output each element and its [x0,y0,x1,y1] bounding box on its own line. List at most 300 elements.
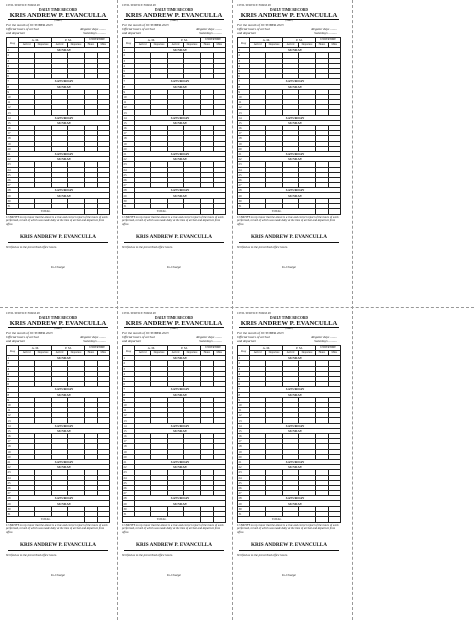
day-number: 20 [7,454,19,459]
weekend-mark: SATURDAY [19,79,110,84]
day-number: 29 [123,501,135,506]
day-number: 13 [7,110,19,115]
col-am: A. M. [19,345,52,350]
hours-label: Official hours of arrival [122,335,155,339]
form-number: CIVIL SERVICE FORM 48 [6,4,40,7]
weekend-mark: SATURDAY [135,79,226,84]
day-number: 9 [7,397,19,402]
day-number: 13 [123,418,135,423]
total-hours-cell[interactable] [85,517,97,523]
col-day: Day [7,37,19,47]
total-mins-cell[interactable] [213,209,225,215]
vertical-cut-line [232,0,233,620]
regular-days-label: Regular days ........ [196,335,222,339]
weekend-mark: SATURDAY [19,423,110,428]
col-day: Day [238,37,250,47]
day-number: 14 [123,423,135,428]
col-pm-departure: Departure [298,43,316,48]
col-am-arrival: Arrival [135,351,150,356]
form-title: DAILY TIME RECORD [269,316,308,321]
day-number: 20 [238,146,250,151]
col-mins: Mins [97,351,109,356]
col-am-departure: Departure [150,43,168,48]
day-number: 1 [7,48,19,53]
total-mins-cell[interactable] [213,517,225,523]
day-number: 10 [7,402,19,407]
month-line: For the month of OCTOBER 2023 [6,23,53,28]
day-number: 20 [7,146,19,151]
day-number: 5 [7,68,19,73]
day-rows [238,356,341,517]
day-number: 21 [238,459,250,464]
day-number: 29 [123,193,135,198]
weekend-mark: SATURDAY [250,115,341,120]
day-number: 9 [123,397,135,402]
total-mins-cell[interactable] [328,209,340,215]
day-number: 19 [123,449,135,454]
day-number: 28 [123,188,135,193]
weekend-mark: SUNDAY [250,157,341,162]
day-number: 6 [238,74,250,79]
employee-name: KRIS ANDREW P. EVANCULLA [9,12,107,20]
col-hours: Hours [201,351,213,356]
day-number: 31 [123,511,135,516]
weekend-mark: SUNDAY [19,193,110,198]
weekend-mark: SATURDAY [250,79,341,84]
col-am-departure: Departure [265,351,283,356]
day-number: 24 [7,167,19,172]
day-number: 25 [238,480,250,485]
signature-name: KRIS ANDREW P. EVANCULLA [124,543,224,550]
col-undertime: UNDERTIME [201,37,226,42]
regular-days-label: Regular days ........ [80,27,106,31]
form-number: CIVIL SERVICE FORM 48 [237,4,271,7]
weekend-mark: SATURDAY [19,188,110,193]
day-number: 27 [7,491,19,496]
day-number: 30 [238,506,250,511]
day-number: 5 [123,68,135,73]
month-line: For the month of OCTOBER 2023 [237,23,284,28]
col-am: A. M. [135,345,168,350]
col-am-departure: Departure [34,351,52,356]
col-am: A. M. [250,37,283,42]
day-number: 29 [238,501,250,506]
day-number: 8 [123,84,135,89]
time-record-table [237,345,341,523]
departure-label: and departure [122,338,142,343]
day-number: 22 [238,157,250,162]
day-number: 18 [123,136,135,141]
day-number: 4 [7,63,19,68]
day-number: 9 [7,89,19,94]
col-undertime: UNDERTIME [316,345,341,350]
day-number: 23 [238,470,250,475]
day-number: 20 [123,454,135,459]
weekend-mark: SATURDAY [250,151,341,156]
day-number: 15 [123,428,135,433]
col-pm-arrival: Arrival [168,351,183,356]
departure-label: and departure [6,30,26,35]
signature-name: KRIS ANDREW P. EVANCULLA [8,235,108,242]
total-row [238,517,341,523]
day-number: 6 [7,74,19,79]
day-number: 1 [7,356,19,361]
day-number: 19 [238,449,250,454]
day-number: 11 [238,100,250,105]
col-pm: P. M. [52,345,85,350]
col-am-arrival: Arrival [250,43,265,48]
day-number: 8 [238,84,250,89]
day-number: 8 [7,392,19,397]
day-number: 27 [7,183,19,188]
day-number: 17 [123,439,135,444]
total-hours-cell[interactable] [201,209,213,215]
col-pm: P. M. [283,37,316,42]
day-number: 5 [238,376,250,381]
day-number: 12 [123,105,135,110]
certification-text: I CERTIFY on my honor that the above is a true and correct report of the hours of work performed, record of which was made daily at the time of arrival and departure from office. [6,522,108,534]
col-pm-arrival: Arrival [52,43,67,48]
day-number: 21 [123,459,135,464]
weekend-mark: SATURDAY [135,387,226,392]
day-number: 30 [238,198,250,203]
weekend-mark: SUNDAY [19,465,110,470]
day-number: 18 [238,136,250,141]
day-number: 5 [238,68,250,73]
day-number: 11 [7,100,19,105]
weekend-mark: SATURDAY [135,115,226,120]
weekend-mark: SATURDAY [19,387,110,392]
day-number: 29 [7,501,19,506]
form-number: CIVIL SERVICE FORM 48 [6,312,40,315]
month-line: For the month of OCTOBER 2023 [237,331,284,336]
form-number: CIVIL SERVICE FORM 48 [122,312,156,315]
weekend-mark: SATURDAY [135,459,226,464]
regular-days-label: Regular days ........ [311,27,337,31]
col-day: Day [123,345,135,355]
day-number: 26 [238,177,250,182]
hours-row-2 [237,32,341,36]
day-number: 12 [238,413,250,418]
day-number: 28 [7,496,19,501]
name-caption: (Name) [170,327,178,331]
day-number: 12 [123,413,135,418]
col-pm: P. M. [168,37,201,42]
day-number: 24 [123,475,135,480]
day-number: 21 [7,459,19,464]
col-am-departure: Departure [34,43,52,48]
day-number: 19 [123,141,135,146]
total-label: TOTAL [7,517,85,523]
time-record-table [122,37,226,215]
weekend-mark: SUNDAY [250,84,341,89]
day-number: 10 [7,94,19,99]
total-hours-cell[interactable] [85,209,97,215]
weekend-mark: SUNDAY [135,356,226,361]
col-am-arrival: Arrival [19,351,34,356]
day-number: 13 [123,110,135,115]
day-number: 6 [123,382,135,387]
time-record-table [6,345,110,523]
day-number: 27 [238,183,250,188]
day-number: 31 [238,203,250,208]
name-caption: (Name) [54,327,62,331]
day-number: 11 [238,408,250,413]
regular-days-label: Regular days ........ [311,335,337,339]
day-number: 28 [238,496,250,501]
day-number: 14 [7,423,19,428]
col-hours: Hours [85,351,97,356]
name-caption: (Name) [285,327,293,331]
day-number: 9 [123,89,135,94]
day-number: 27 [123,491,135,496]
time-record-table [122,345,226,523]
total-mins-cell[interactable] [97,209,109,215]
weekend-mark: SATURDAY [135,188,226,193]
form-title: DAILY TIME RECORD [154,316,193,321]
weekend-mark: SATURDAY [250,496,341,501]
hours-label: Official hours of arrival [6,27,39,31]
day-number: 14 [7,115,19,120]
col-mins: Mins [213,351,225,356]
col-hours: Hours [316,351,328,356]
hours-row-2 [122,340,226,344]
day-rows [238,48,341,209]
hours-label: Official hours of arrival [237,335,270,339]
weekend-mark: SATURDAY [19,459,110,464]
day-number: 17 [238,439,250,444]
total-hours-cell[interactable] [316,517,328,523]
day-number: 17 [238,131,250,136]
total-row [7,517,110,523]
day-number: 25 [123,172,135,177]
departure-label: and departure [237,338,257,343]
employee-name: KRIS ANDREW P. EVANCULLA [125,12,223,20]
day-number: 18 [7,444,19,449]
day-number: 16 [7,434,19,439]
day-number: 2 [7,361,19,366]
signature-name: KRIS ANDREW P. EVANCULLA [239,543,339,550]
weekend-mark: SUNDAY [135,120,226,125]
weekend-mark: SUNDAY [250,428,341,433]
day-number: 13 [238,418,250,423]
col-mins: Mins [328,43,340,48]
day-number: 10 [238,402,250,407]
day-number: 26 [123,485,135,490]
col-am-arrival: Arrival [135,43,150,48]
day-number: 31 [7,203,19,208]
day-number: 9 [238,397,250,402]
day-number: 29 [7,193,19,198]
weekend-mark: SUNDAY [19,356,110,361]
day-number: 2 [123,53,135,58]
day-number: 23 [123,162,135,167]
col-am: A. M. [19,37,52,42]
day-rows [7,356,110,517]
total-mins-cell[interactable] [328,517,340,523]
day-number: 10 [238,94,250,99]
col-day: Day [123,37,135,47]
day-number: 21 [238,151,250,156]
hours-row-2 [6,32,110,36]
day-number: 29 [238,193,250,198]
hours-row-2 [6,340,110,344]
day-number: 7 [123,387,135,392]
verification-text: Verified as to the prescribed office hours. [6,244,58,249]
day-number: 23 [123,470,135,475]
vertical-cut-line [352,0,353,620]
day-number: 18 [7,136,19,141]
total-label: TOTAL [7,209,85,215]
weekend-mark: SATURDAY [250,423,341,428]
col-undertime: UNDERTIME [201,345,226,350]
day-number: 3 [238,366,250,371]
total-hours-cell[interactable] [201,517,213,523]
col-am: A. M. [135,37,168,42]
weekend-mark: SUNDAY [135,193,226,198]
day-number: 12 [7,105,19,110]
hours-row-2 [237,340,341,344]
day-number: 15 [238,428,250,433]
dtr-card [122,4,226,294]
weekend-mark: SUNDAY [135,392,226,397]
day-number: 7 [123,79,135,84]
day-number: 12 [7,413,19,418]
weekend-mark: SUNDAY [19,392,110,397]
signature-name: KRIS ANDREW P. EVANCULLA [124,235,224,242]
col-mins: Mins [213,43,225,48]
day-number: 23 [238,162,250,167]
day-number: 15 [7,428,19,433]
day-number: 21 [123,151,135,156]
day-number: 13 [238,110,250,115]
saturdays-label: Saturdays .......... [199,30,222,35]
signature-name: KRIS ANDREW P. EVANCULLA [239,235,339,242]
total-mins-cell[interactable] [97,517,109,523]
weekend-mark: SATURDAY [135,423,226,428]
name-caption: (Name) [285,19,293,23]
in-charge-label: In-Charge [282,265,296,270]
day-number: 18 [123,444,135,449]
day-number: 17 [123,131,135,136]
day-number: 11 [123,408,135,413]
day-number: 9 [238,89,250,94]
day-number: 2 [7,53,19,58]
col-undertime: UNDERTIME [316,37,341,42]
weekend-mark: SUNDAY [19,48,110,53]
col-pm-arrival: Arrival [168,43,183,48]
weekend-mark: SUNDAY [135,501,226,506]
day-rows [123,356,226,517]
col-mins: Mins [97,43,109,48]
dtr-card [6,4,110,294]
saturdays-label: Saturdays .......... [83,338,106,343]
total-row [123,517,226,523]
day-number: 10 [123,94,135,99]
day-rows [7,48,110,209]
regular-days-label: Regular days ........ [80,335,106,339]
time-record-table [6,37,110,215]
dtr-card [237,4,341,294]
weekend-mark: SATURDAY [135,496,226,501]
dtr-card [122,312,226,602]
verification-text: Verified as to the prescribed office hours. [122,244,174,249]
day-number: 24 [7,475,19,480]
day-number: 8 [7,84,19,89]
total-label: TOTAL [123,209,201,215]
col-pm-departure: Departure [67,43,85,48]
day-number: 28 [7,188,19,193]
form-number: CIVIL SERVICE FORM 48 [237,312,271,315]
day-number: 8 [238,392,250,397]
day-number: 28 [123,496,135,501]
day-number: 19 [7,449,19,454]
total-row [123,209,226,215]
day-number: 3 [238,58,250,63]
weekend-mark: SUNDAY [250,356,341,361]
total-row [7,209,110,215]
hours-label: Official hours of arrival [6,335,39,339]
day-number: 15 [123,120,135,125]
day-number: 2 [238,361,250,366]
day-number: 17 [7,439,19,444]
weekend-mark: SUNDAY [135,428,226,433]
day-number: 1 [123,48,135,53]
day-number: 11 [7,408,19,413]
month-line: For the month of OCTOBER 2023 [6,331,53,336]
day-number: 10 [123,402,135,407]
day-number: 21 [7,151,19,156]
weekend-mark: SUNDAY [250,465,341,470]
form-title: DAILY TIME RECORD [38,316,77,321]
day-number: 8 [123,392,135,397]
saturdays-label: Saturdays .......... [314,30,337,35]
col-day: Day [238,345,250,355]
day-number: 24 [123,167,135,172]
day-number: 19 [7,141,19,146]
col-hours: Hours [201,43,213,48]
form-number: CIVIL SERVICE FORM 48 [122,4,156,7]
col-undertime: UNDERTIME [85,37,110,42]
weekend-mark: SATURDAY [250,188,341,193]
in-charge-label: In-Charge [51,265,65,270]
total-hours-cell[interactable] [316,209,328,215]
col-pm: P. M. [283,345,316,350]
col-am: A. M. [250,345,283,350]
day-number: 1 [238,356,250,361]
saturdays-label: Saturdays .......... [199,338,222,343]
weekend-mark: SATURDAY [250,387,341,392]
in-charge-label: In-Charge [51,573,65,578]
name-caption: (Name) [170,19,178,23]
col-am-arrival: Arrival [19,43,34,48]
col-pm-departure: Departure [183,351,201,356]
hours-row-2 [122,32,226,36]
day-number: 5 [123,376,135,381]
col-day: Day [7,345,19,355]
dtr-card [237,312,341,602]
day-number: 16 [238,126,250,131]
day-number: 23 [7,162,19,167]
day-number: 14 [123,115,135,120]
total-label: TOTAL [238,209,316,215]
day-number: 31 [238,511,250,516]
col-am-departure: Departure [150,351,168,356]
day-number: 6 [123,74,135,79]
day-number: 18 [238,444,250,449]
day-number: 3 [123,366,135,371]
day-number: 27 [123,183,135,188]
